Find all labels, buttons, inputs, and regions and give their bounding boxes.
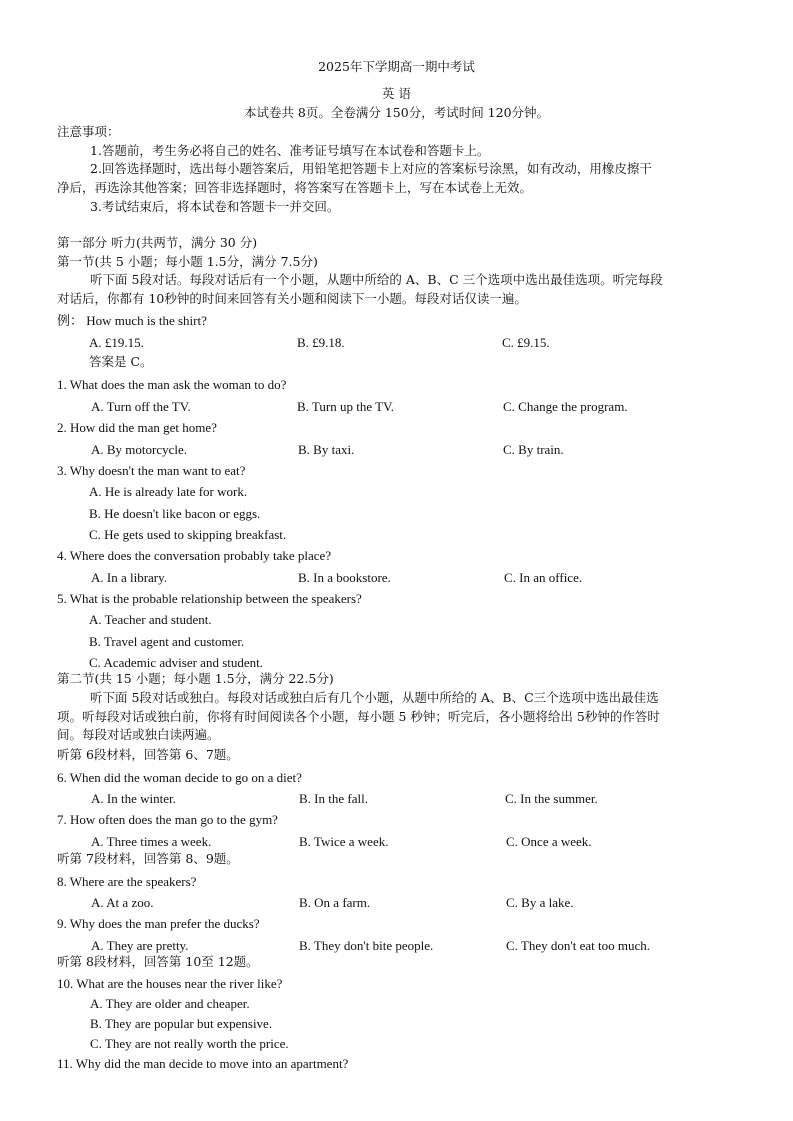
question-3-option-b: B. He doesn't like bacon or eggs. <box>89 506 261 521</box>
question-10: 10. What are the houses near the river like? <box>57 976 283 991</box>
question-9-option-a: A. They are pretty. <box>91 938 189 953</box>
example-answer: 答案是 C。 <box>89 354 153 369</box>
question-10-option-c: C. They are not really worth the price. <box>90 1036 289 1051</box>
question-2-option-c: C. By train. <box>503 442 564 457</box>
question-1-option-b: B. Turn up the TV. <box>297 399 395 414</box>
question-5-option-b: B. Travel agent and customer. <box>89 634 245 649</box>
example-option-b: B. £9.18. <box>297 335 345 350</box>
question-8-option-a: A. At a zoo. <box>91 895 154 910</box>
question-6-option-b: B. In the fall. <box>299 791 368 806</box>
question-2: 2. How did the man get home? <box>57 420 217 435</box>
question-11: 11. Why did the man decide to move into an apartment? <box>57 1056 349 1071</box>
subject-title: 英 语 <box>382 86 411 101</box>
example-option-c: C. £9.15. <box>502 335 550 350</box>
question-8-option-b: B. On a farm. <box>299 895 371 910</box>
question-5-option-a: A. Teacher and student. <box>89 612 212 627</box>
question-4-option-b: B. In a bookstore. <box>298 570 391 585</box>
material-7-heading: 听第 7段材料，回答第 8、9题。 <box>57 851 239 866</box>
question-7-option-a: A. Three times a week. <box>91 834 212 849</box>
question-8-option-c: C. By a lake. <box>506 895 574 910</box>
question-3: 3. Why doesn't the man want to eat? <box>57 463 246 478</box>
section2-title: 第二节(共 15 小题；每小题 1.5分，满分 22.5分) <box>57 671 334 686</box>
question-9-option-b: B. They don't bite people. <box>299 938 434 953</box>
question-2-option-b: B. By taxi. <box>298 442 355 457</box>
question-10-option-a: A. They are older and cheaper. <box>90 996 250 1011</box>
question-1-option-c: C. Change the program. <box>503 399 628 414</box>
section1-instructions-line-1: 听下面 5段对话。每段对话后有一个小题，从题中所给的 A、B、C 三个选项中选出最佳选项。听完每段 <box>90 272 663 287</box>
part1-title: 第一部分 听力(共两节，满分 30 分) <box>57 235 258 250</box>
question-1-option-a: A. Turn off the TV. <box>91 399 191 414</box>
notes-item-3: 3.考试结束后，将本试卷和答题卡一并交回。 <box>90 199 340 214</box>
question-9-option-c: C. They don't eat too much. <box>506 938 650 953</box>
question-6-option-a: A. In the winter. <box>91 791 176 806</box>
question-7-option-b: B. Twice a week. <box>299 834 389 849</box>
notes-item-1: 1.答题前，考生务必将自己的姓名、准考证号填写在本试卷和答题卡上。 <box>90 143 490 158</box>
exam-info: 本试卷共 8页。全卷满分 150分，考试时间 120分钟。 <box>243 105 550 120</box>
section2-instructions-line-3: 间。每段对话或独白读两遍。 <box>57 727 220 742</box>
question-1: 1. What does the man ask the woman to do? <box>57 377 287 392</box>
material-8-heading: 听第 8段材料，回答第 10至 12题。 <box>57 954 259 969</box>
section2-instructions-line-2: 项。听每段对话或独白前，你将有时间阅读各个小题，每小题 5 秒钟；听完后，各小题将给出 5秒钟的作答时 <box>57 709 660 724</box>
question-4-option-c: C. In an office. <box>504 570 583 585</box>
section2-instructions-line-1: 听下面 5段对话或独白。每段对话或独白后有几个小题，从题中所给的 A、B、C三个选项中选出最佳选 <box>90 690 659 705</box>
question-7: 7. How often does the man go to the gym? <box>57 812 278 827</box>
question-6: 6. When did the woman decide to go on a diet? <box>57 770 302 785</box>
notes-heading: 注意事项： <box>57 124 120 139</box>
question-2-option-a: A. By motorcycle. <box>91 442 188 457</box>
section1-instructions-line-2: 对话后，你都有 10秒钟的时间来回答有关小题和阅读下一小题。每段对话仅读一遍。 <box>57 291 527 306</box>
question-5-option-c: C. Academic adviser and student. <box>89 655 264 670</box>
notes-item-2-line-2: 净后，再选涂其他答案；回答非选择题时，将答案写在答题卡上，写在本试卷上无效。 <box>57 180 533 195</box>
material-6-heading: 听第 6段材料，回答第 6、7题。 <box>57 747 239 762</box>
question-9: 9. Why does the man prefer the ducks? <box>57 916 260 931</box>
example-question: 例： How much is the shirt? <box>57 313 207 328</box>
question-3-option-a: A. He is already late for work. <box>89 484 248 499</box>
question-4-option-a: A. In a library. <box>91 570 168 585</box>
question-8: 8. Where are the speakers? <box>57 874 197 889</box>
exam-title: 2025年下学期高一期中考试 <box>318 59 475 74</box>
example-option-a: A. £19.15. <box>89 335 144 350</box>
question-3-option-c: C. He gets used to skipping breakfast. <box>89 527 287 542</box>
question-4: 4. Where does the conversation probably take place? <box>57 548 332 563</box>
question-7-option-c: C. Once a week. <box>506 834 592 849</box>
question-10-option-b: B. They are popular but expensive. <box>90 1016 273 1031</box>
notes-item-2-line-1: 2.回答选择题时，选出每小题答案后，用铅笔把答题卡上对应的答案标号涂黑，如有改动，用橡皮擦干 <box>90 161 652 176</box>
section1-title: 第一节(共 5 小题；每小题 1.5分，满分 7.5分) <box>57 254 318 269</box>
question-6-option-c: C. In the summer. <box>505 791 598 806</box>
question-5: 5. What is the probable relationship between the speakers? <box>57 591 362 606</box>
